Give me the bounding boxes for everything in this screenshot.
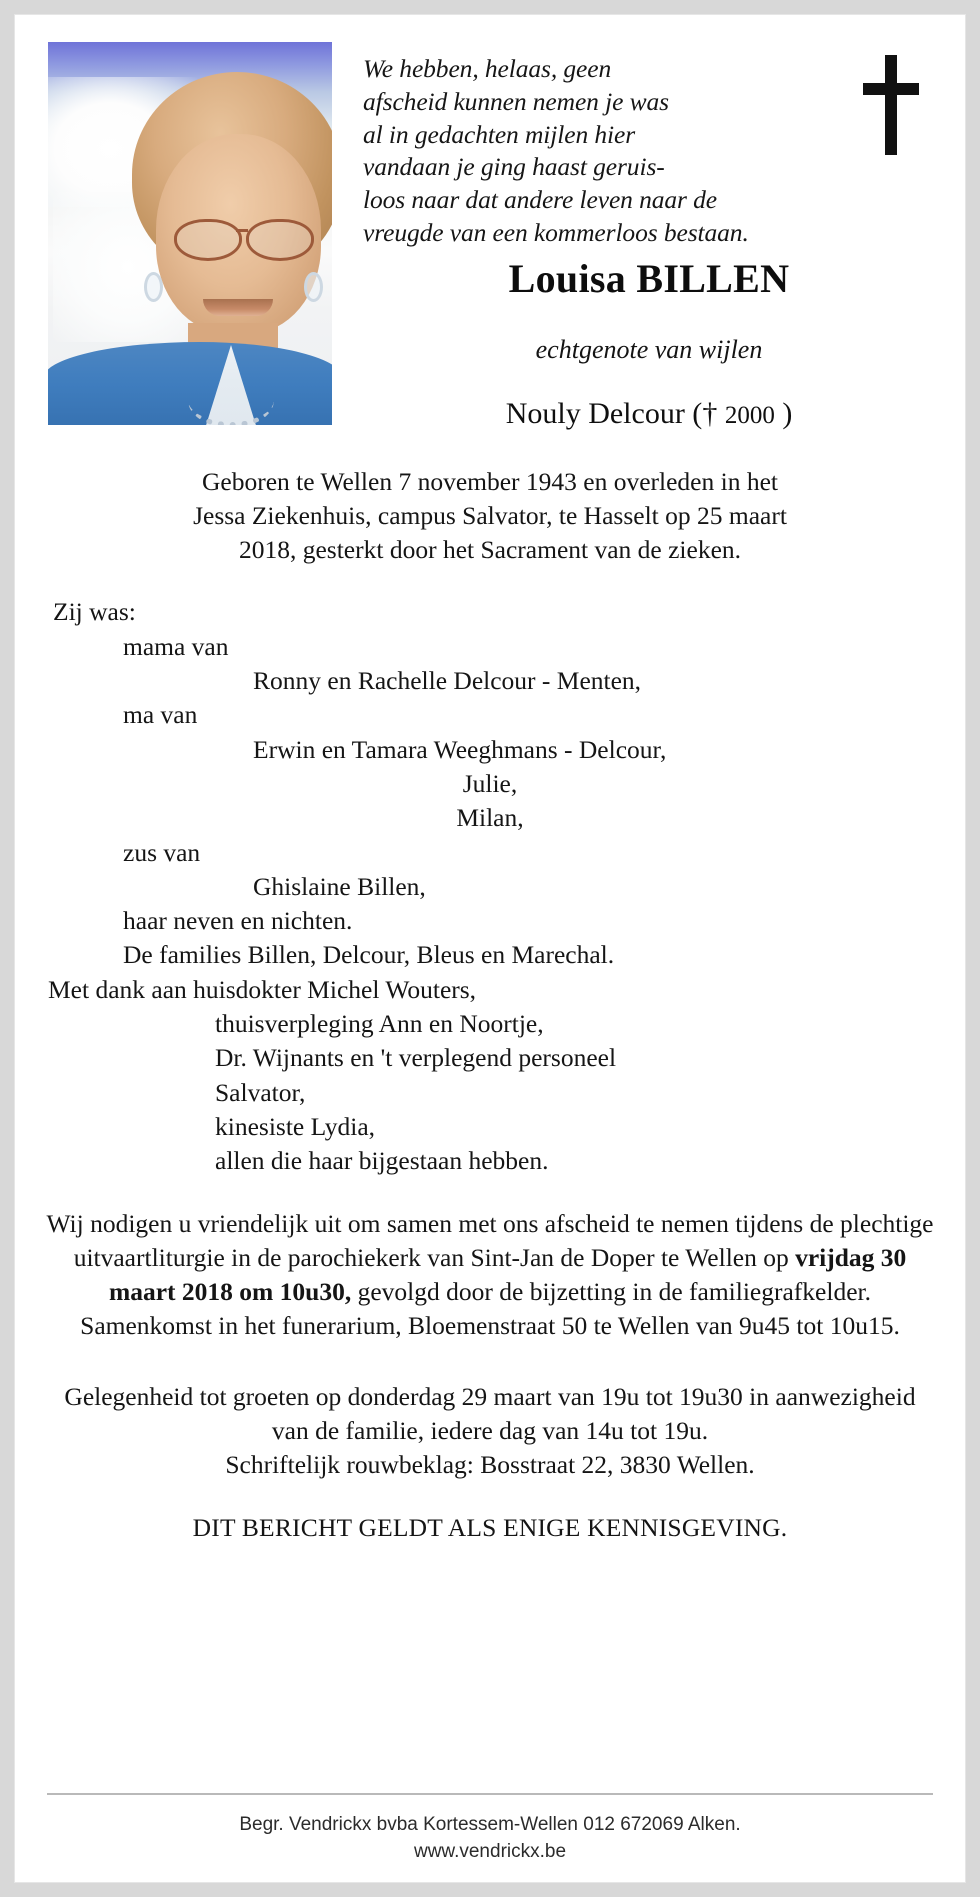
poem-line: vandaan je ging haast geruis-: [363, 152, 665, 182]
family-relation: zus van: [123, 837, 201, 867]
family-member: Ghislaine Billen,: [253, 871, 426, 901]
poem-line: afscheid kunnen nemen je was: [363, 86, 669, 116]
thanks-line: thuisverpleging Ann en Noortje,: [215, 1009, 544, 1039]
family-heading: Zij was:: [53, 597, 136, 627]
visiting-text: Gelegenheid tot groeten op donderdag 29 maart van 19u tot 19u30 in aanwezigheid van de familie, iedere dag van 14u tot 19u.: [64, 1381, 916, 1445]
poem-line: al in gedachten mijlen hier: [363, 119, 636, 149]
single-notice-statement: DIT BERICHT GELDT ALS ENIGE KENNISGEVING.: [192, 1512, 788, 1542]
thanks-line: allen die haar bijgestaan hebben.: [215, 1146, 549, 1176]
photo-glasses-bridge: [236, 229, 248, 232]
family-member: Ronny en Rachelle Delcour - Menten,: [253, 666, 642, 696]
spouse-death-year: 2000: [724, 402, 775, 429]
photo-earring-left: [144, 272, 163, 302]
poem-line: loos naar dat andere leven naar de: [363, 185, 718, 215]
detail-line: Jessa Ziekenhuis, campus Salvator, te Hasselt op 25 maart: [193, 501, 787, 531]
footer-divider: [47, 1793, 933, 1795]
thanks-list: [43, 973, 937, 1179]
gathering-info: Samenkomst in het funerarium, Bloemenstraat 50 te Wellen van 9u45 tot 10u15.: [80, 1311, 900, 1341]
family-member: Erwin en Tamara Weeghmans - Delcour,: [253, 734, 667, 764]
thanks-line: Met dank aan huisdokter Michel Wouters,: [48, 974, 477, 1004]
detail-line: Geboren te Wellen 7 november 1943 en overleden in het: [202, 467, 778, 496]
family-relation: ma van: [123, 700, 198, 730]
photo-necklace: [188, 372, 274, 425]
family-member: De families Billen, Delcour, Bleus en Marechal.: [123, 940, 615, 970]
spouse-name-line: [363, 397, 935, 431]
spouse-name-text: Nouly Delcour (: [505, 397, 703, 430]
family-relation: mama van: [123, 631, 229, 661]
condolences-address: Schriftelijk rouwbeklag: Bosstraat 22, 3830 Wellen.: [225, 1450, 755, 1480]
funeral-invitation: [43, 1207, 937, 1344]
memorial-poem: [363, 53, 935, 250]
funeral-datetime: vrijdag 30 maart 2018 om 10u30,: [109, 1242, 907, 1307]
invitation-text-before: Wij nodigen u vriendelijk uit om samen met ons afscheid te nemen tijdens de plechtige uitvaartliturgie in de parochiekerk van Sint-Jan de Doper te Wellen op: [46, 1208, 934, 1272]
footer-website[interactable]: www.vendrickx.be: [413, 1841, 567, 1863]
portrait-photo: [48, 42, 332, 425]
memorial-header: [15, 15, 965, 430]
photo-lens-right: [246, 219, 314, 261]
photo-earring-right: [304, 272, 323, 302]
family-member: Milan,: [456, 803, 524, 833]
deceased-name: Louisa BILLEN: [508, 256, 790, 301]
photo-lens-left: [174, 219, 242, 261]
spouse-paren-close: ): [782, 397, 793, 430]
visiting-hours: [43, 1380, 937, 1483]
memorial-body: [15, 455, 965, 1543]
poem-line: We hebben, helaas, geen: [363, 54, 612, 83]
detail-line: 2018, gesterkt door het Sacrament van de zieken.: [238, 535, 742, 565]
invitation-text-after: gevolgd door de bijzetting in de familiegrafkelder.: [351, 1277, 871, 1307]
photo-mouth: [203, 299, 273, 316]
thanks-line: Dr. Wijnants en 't verplegend personeel: [215, 1043, 617, 1073]
footer-contact: [47, 1811, 933, 1866]
memorial-card: [14, 14, 966, 1883]
family-list: [43, 595, 937, 972]
dagger-icon: †: [702, 397, 718, 430]
footer-company-line: Begr. Vendrickx bvba Kortessem-Wellen 012 672069 Alken.: [239, 1813, 741, 1835]
poem-line: vreugde van een kommerloos bestaan.: [363, 217, 749, 247]
spouse-relation-label: echtgenote van wijlen: [535, 335, 763, 364]
thanks-line: Salvator,: [215, 1077, 306, 1107]
funeral-home-footer: [47, 1793, 933, 1866]
birth-death-details: [43, 465, 937, 567]
photo-glasses: [160, 217, 325, 261]
family-member: Julie,: [462, 768, 518, 798]
thanks-line: kinesiste Lydia,: [215, 1111, 376, 1141]
family-member: haar neven en nichten.: [123, 906, 353, 936]
